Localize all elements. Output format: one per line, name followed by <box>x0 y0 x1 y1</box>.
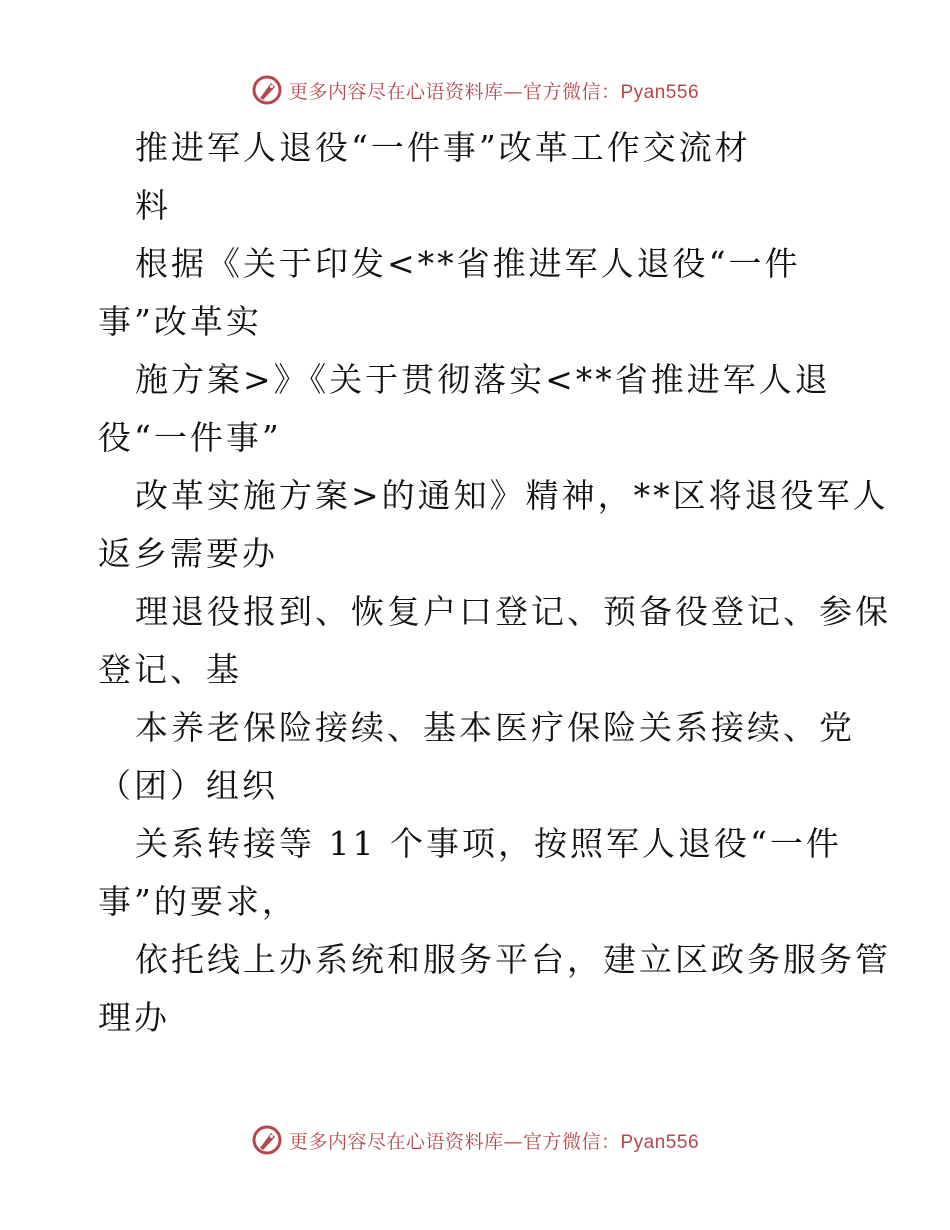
watermark-group <box>251 1124 699 1156</box>
header-watermark <box>0 70 950 110</box>
paragraph-line: 事”改革实 <box>98 302 262 341</box>
footer-watermark <box>0 1120 950 1160</box>
watermark-text: 更多内容尽在心语资料库—官方微信：Pyan556 <box>288 1130 700 1153</box>
paragraph-line: 事”的要求， <box>98 882 298 921</box>
paragraph-line: 依托线上办系统和服务平台，建立区政务服务管 <box>135 940 891 979</box>
paragraph-line: 改革实施方案>的通知》精神，**区将退役军人 <box>135 476 889 515</box>
wechat-id: Pyan556 <box>620 1131 700 1153</box>
paragraph-line: 本养老保险接续、基本医疗保险关系接续、党 <box>135 708 855 747</box>
wechat-id: Pyan556 <box>620 81 700 103</box>
pen-nib-logo-icon <box>251 1124 283 1156</box>
paragraph-line: 关系转接等 11 个事项，按照军人退役“一件 <box>135 824 842 863</box>
pen-nib-logo-icon <box>251 74 283 106</box>
paragraph-line: 役“一件事” <box>98 418 282 457</box>
paragraph-line: （团）组织 <box>98 766 278 805</box>
paragraph-line: 返乡需要办 <box>98 534 278 573</box>
paragraph-line: 理办 <box>98 998 170 1037</box>
watermark-group <box>251 74 699 106</box>
paragraph-line: 根据《关于印发<**省推进军人退役“一件 <box>135 244 801 283</box>
paragraph-line: 施方案>》《关于贯彻落实<**省推进军人退 <box>135 360 831 399</box>
doc-title-line-2: 料 <box>135 186 171 225</box>
watermark-text: 更多内容尽在心语资料库—官方微信：Pyan556 <box>288 80 700 103</box>
paragraph-line: 登记、基 <box>98 650 242 689</box>
doc-title-line-1: 推进军人退役“一件事”改革工作交流材 <box>135 128 751 167</box>
paragraph-line: 理退役报到、恢复户口登记、预备役登记、参保 <box>135 592 891 631</box>
